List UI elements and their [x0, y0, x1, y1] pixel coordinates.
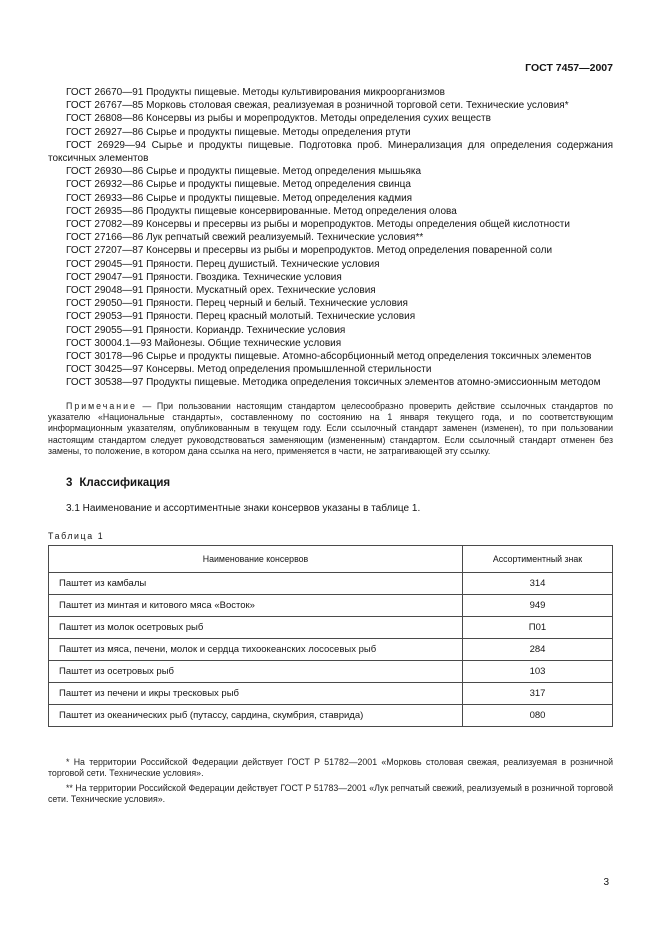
table-row [49, 660, 613, 682]
footnote-item: ** На территории Российской Федерации действует ГОСТ Р 51783—2001 «Лук репчатый свежий, реализуемый в розничной торговой сети. Технические условия». [48, 782, 613, 805]
cell-product-name: Паштет из молок осетровых рыб [49, 616, 463, 638]
reference-item: ГОСТ 30538—97 Продукты пищевые. Методика определения токсичных элементов атомно-эмиссионным методом [66, 377, 601, 389]
column-header-code: Ассортиментный знак [463, 545, 613, 572]
section-heading [48, 477, 613, 489]
table-caption: Таблица 1 [48, 530, 105, 541]
cell-product-name: Паштет из камбалы [49, 572, 463, 594]
column-header-name: Наименование консервов [49, 545, 463, 572]
table-header-row [49, 545, 613, 572]
reference-item: ГОСТ 26933—86 Сырье и продукты пищевые. Метод определения кадмия [66, 192, 413, 204]
reference-item: ГОСТ 29053—91 Пряности. Перец красный молотый. Технические условия [66, 311, 416, 323]
reference-item: ГОСТ 26808—86 Консервы из рыбы и морепродуктов. Методы определения сухих веществ [66, 113, 491, 125]
cell-product-name: Паштет из минтая и китового мяса «Восток» [49, 594, 463, 616]
paragraph-3-1: 3.1 Наименование и ассортиментные знаки консервов указаны в таблице 1. [66, 502, 421, 514]
reference-item: ГОСТ 29047—91 Пряности. Гвоздика. Технические условия [66, 271, 342, 283]
footnote-item: * На территории Российской Федерации действует ГОСТ Р 51782—2001 «Морковь столовая свежая, реализуемая в розничной торговой сети. Технические условия». [48, 756, 613, 779]
cell-product-name: Паштет из мяса, печени, молок и сердца тихоокеанских лососевых рыб [49, 638, 463, 660]
reference-item: ГОСТ 27082—89 Консервы и пресервы из рыбы и морепродуктов. Методы определения общей кислотности [66, 219, 570, 231]
cell-assortment-code: 949 [463, 594, 613, 616]
reference-item: ГОСТ 30178—96 Сырье и продукты пищевые. Атомно-абсорбционный метод определения токсичных элементов [66, 351, 592, 363]
reference-item: ГОСТ 29048—91 Пряности. Мускатный орех. Технические условия [66, 285, 376, 297]
reference-item: ГОСТ 26935—86 Продукты пищевые консервированные. Метод определения олова [66, 205, 457, 217]
reference-item: ГОСТ 27207—87 Консервы и пресервы из рыбы и морепродуктов. Метод определения поваренной соли [66, 245, 553, 257]
references-list [48, 86, 613, 390]
table-row [49, 704, 613, 726]
reference-item: ГОСТ 26929—94 Сырье и продукты пищевые. Подготовка проб. Минерализация для определения содержания токсичных элементов [48, 139, 613, 165]
page-number: 3 [603, 877, 609, 888]
reference-item: ГОСТ 26767—85 Морковь столовая свежая, реализуемая в розничной торговой сети. Технические условия* [66, 100, 569, 112]
cell-product-name: Паштет из печени и икры тресковых рыб [49, 682, 463, 704]
section-title: Классификация [79, 476, 171, 489]
reference-item: ГОСТ 26670—91 Продукты пищевые. Методы культивирования микроорганизмов [66, 87, 445, 98]
assortment-table [48, 545, 613, 727]
cell-assortment-code: 103 [463, 660, 613, 682]
cell-assortment-code: 080 [463, 704, 613, 726]
reference-item: ГОСТ 29055—91 Пряности. Кориандр. Технические условия [66, 324, 346, 336]
reference-item: ГОСТ 30425—97 Консервы. Метод определения промышленной стерильности [66, 364, 432, 376]
cell-product-name: Паштет из океанических рыб (путассу, сардина, скумбрия, ставрида) [49, 704, 463, 726]
cell-assortment-code: 314 [463, 572, 613, 594]
table-row [49, 638, 613, 660]
table-row [49, 682, 613, 704]
table-row [49, 616, 613, 638]
section-number: 3 [66, 476, 73, 489]
doc-code: ГОСТ 7457—2007 [525, 62, 613, 74]
footnotes-block [48, 757, 613, 806]
table-row [49, 594, 613, 616]
note-paragraph [48, 401, 613, 458]
cell-assortment-code: П01 [463, 616, 613, 638]
reference-item: ГОСТ 30004.1—93 Майонезы. Общие технические условия [66, 337, 342, 349]
cell-assortment-code: 284 [463, 638, 613, 660]
reference-item: ГОСТ 27166—86 Лук репчатый свежий реализуемый. Технические условия** [66, 232, 424, 244]
table-row [49, 572, 613, 594]
reference-item: ГОСТ 29050—91 Пряности. Перец черный и белый. Технические условия [66, 298, 408, 310]
note-text: — При пользовании настоящим стандартом целесообразно проверить действие ссылочных стандартов по указателю «Национальные стандарты», составленному по состоянию на 1 января текущего года, и по соответствующим информационным указателям, опубликованным в текущем году. Если ссылочный стандарт заменен (изменен), то при пользовании настоящим стандартом следует руководствоваться заменяющим (измененным) стандартом. Если ссылочный стандарт отменен без замены, то положение, в котором дана ссылка на него, применяется в части, не затрагивающей эту ссылку. [48, 400, 613, 457]
note-label: Примечание [66, 400, 137, 411]
reference-item: ГОСТ 29045—91 Пряности. Перец душистый. Технические условия [66, 258, 380, 270]
reference-item: ГОСТ 26927—86 Сырье и продукты пищевые. Методы определения ртути [66, 126, 411, 138]
cell-product-name: Паштет из осетровых рыб [49, 660, 463, 682]
cell-assortment-code: 317 [463, 682, 613, 704]
reference-item: ГОСТ 26932—86 Сырье и продукты пищевые. Метод определения свинца [66, 179, 411, 191]
reference-item: ГОСТ 26930—86 Сырье и продукты пищевые. Метод определения мышьяка [66, 166, 422, 178]
